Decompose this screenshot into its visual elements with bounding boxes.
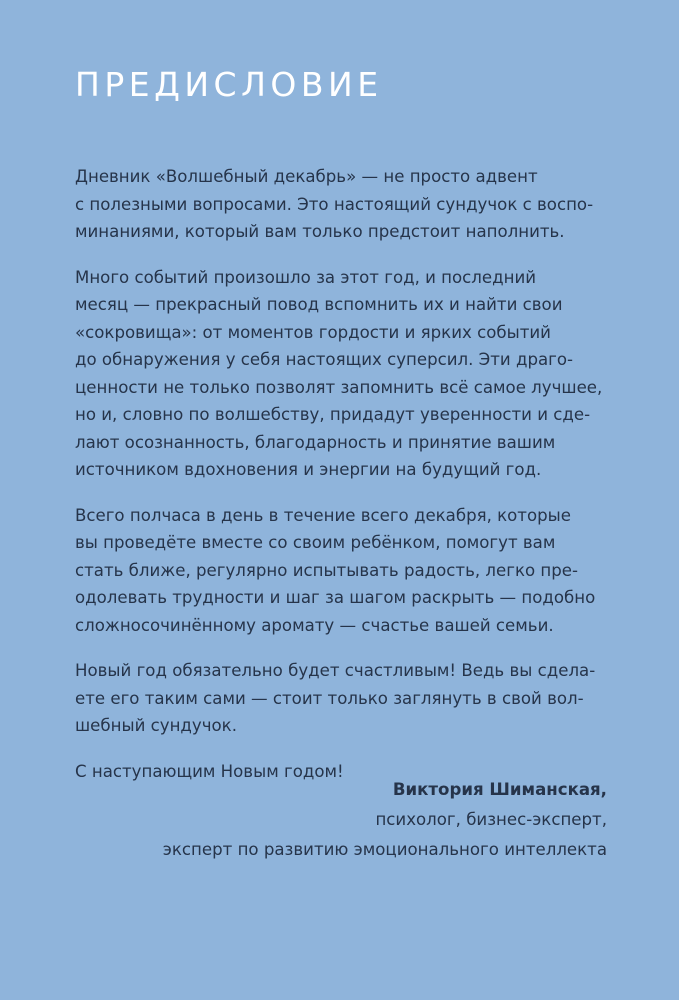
paragraph-line: «сокровища»: от моментов гордости и ярких событий: [75, 322, 551, 342]
body-text: [75, 163, 615, 803]
paragraph-line: Дневник «Волшебный декабрь» — не просто адвент: [75, 167, 538, 186]
paragraph-line: Новый год обязательно будет счастливым! Ведь вы сдела-: [75, 661, 596, 680]
paragraph-line: источником вдохновения и энергии на будущий год.: [75, 460, 542, 479]
paragraph-line: ценности не только позволят запомнить всё самое лучшее,: [75, 377, 603, 397]
author-role: психолог, бизнес-эксперт,: [375, 810, 607, 829]
paragraph: [75, 502, 615, 640]
paragraph-line: минаниями, который вам только предстоит наполнить.: [75, 222, 565, 241]
page-title: ПРЕДИСЛОВИЕ: [75, 65, 383, 104]
paragraph-line: Всего полчаса в день в течение всего декабря, которые: [75, 505, 571, 525]
paragraph: [75, 657, 615, 740]
paragraph-line: сложносочинённому аромату — счастье вашей семьи.: [75, 615, 554, 635]
paragraph-line: стать ближе, регулярно испытывать радость, легко пре-: [75, 560, 578, 580]
paragraph-line: месяц — прекрасный повод вспомнить их и найти свои: [75, 295, 563, 314]
paragraph: [75, 163, 615, 246]
signature: [163, 775, 607, 865]
author-name: Виктория Шиманская,: [392, 780, 607, 799]
author-role: эксперт по развитию эмоционального интеллекта: [162, 840, 607, 859]
paragraph-line: лают осознанность, благодарность и принятие вашим: [75, 432, 556, 452]
paragraph-line: одолевать трудности и шаг за шагом раскрыть — подобно: [75, 588, 596, 607]
paragraph-line: С наступающим Новым годом!: [75, 761, 344, 781]
paragraph-line: ете его таким сами — стоит только заглянуть в свой вол-: [75, 688, 584, 708]
paragraph-line: до обнаружения у себя настоящих суперсил. Эти драго-: [75, 350, 574, 369]
paragraph-line: Много событий произошло за этот год, и последний: [75, 267, 537, 287]
paragraph-line: вы проведёте вместе со своим ребёнком, помогут вам: [75, 533, 556, 552]
paragraph-line: но и, словно по волшебству, придадут уверенности и сде-: [75, 405, 591, 424]
paragraph-line: шебный сундучок.: [75, 716, 237, 735]
paragraph-line: с полезными вопросами. Это настоящий сундучок с воспо-: [75, 194, 594, 214]
paragraph: [75, 264, 615, 484]
